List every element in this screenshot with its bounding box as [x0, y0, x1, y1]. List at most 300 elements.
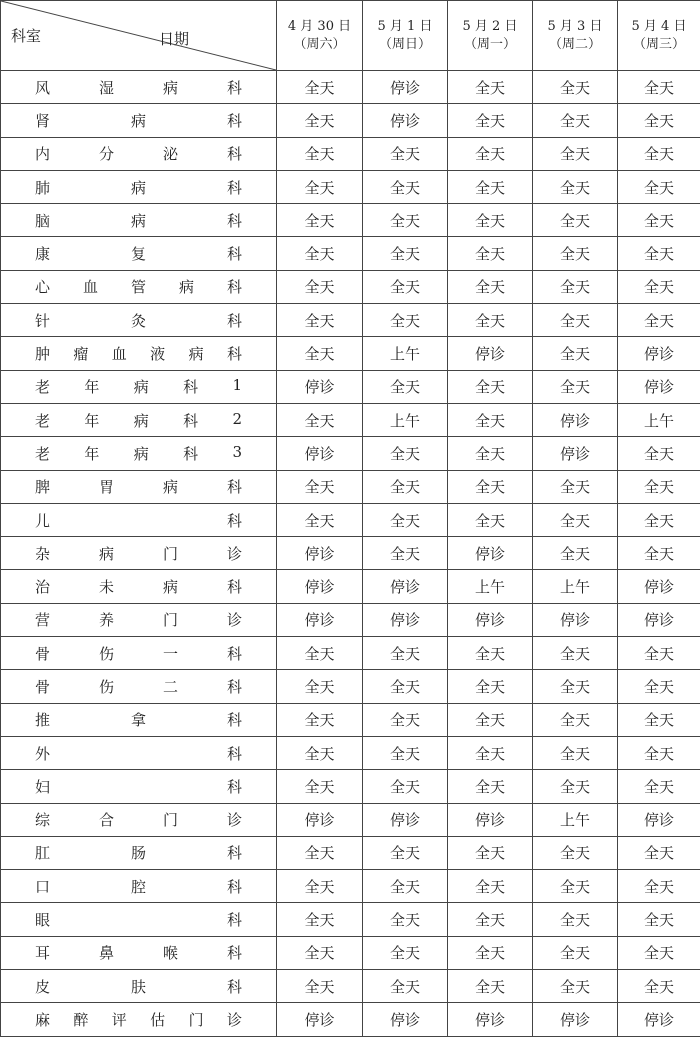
schedule-cell: 停诊 [277, 570, 363, 603]
department-name-char: 分 [98, 145, 114, 164]
department-name-char: 3 [232, 442, 242, 461]
schedule-cell: 停诊 [448, 803, 533, 836]
department-name-char: 门 [162, 811, 178, 830]
schedule-cell: 全天 [533, 71, 618, 104]
schedule-cell: 停诊 [533, 403, 618, 436]
table-row [1, 437, 700, 470]
header-weekday: （周三） [632, 36, 685, 52]
schedule-cell: 全天 [618, 470, 700, 503]
schedule-cell: 全天 [618, 637, 700, 670]
schedule-cell: 全天 [277, 970, 363, 1003]
department-cell [1, 71, 277, 104]
schedule-cell: 停诊 [363, 803, 448, 836]
department-name [1, 210, 276, 231]
department-name-char: 科 [226, 578, 242, 597]
schedule-cell: 全天 [448, 703, 533, 736]
schedule-cell: 全天 [533, 104, 618, 137]
schedule-cell: 全天 [533, 370, 618, 403]
header-day-1 [363, 1, 448, 71]
schedule-cell: 全天 [448, 437, 533, 470]
diagonal-divider [1, 1, 276, 70]
department-name-char: 病 [178, 278, 194, 297]
table-row [1, 403, 700, 436]
department-name [1, 842, 276, 863]
schedule-cell: 全天 [533, 936, 618, 969]
schedule-cell: 全天 [618, 71, 700, 104]
table-row [1, 903, 700, 936]
department-name-char: 科 [226, 78, 242, 97]
department-name-char: 病 [130, 178, 146, 197]
department-name-char: 复 [130, 245, 146, 264]
schedule-cell: 全天 [533, 870, 618, 903]
schedule-cell: 全天 [533, 170, 618, 203]
header-weekday: （周一） [463, 36, 516, 52]
schedule-cell: 全天 [448, 403, 533, 436]
table-row [1, 736, 700, 769]
department-name-char: 血 [82, 278, 98, 297]
schedule-cell: 全天 [363, 703, 448, 736]
department-name-char: 脑 [35, 211, 51, 230]
department-name-char: 液 [150, 345, 166, 364]
department-name-char: 诊 [226, 611, 242, 630]
department-name-char: 杂 [35, 544, 51, 563]
schedule-cell: 全天 [448, 903, 533, 936]
department-name-char: 科 [226, 478, 242, 497]
schedule-cell: 全天 [533, 337, 618, 370]
schedule-cell: 全天 [363, 970, 448, 1003]
schedule-cell: 停诊 [363, 71, 448, 104]
table-row [1, 637, 700, 670]
department-name-char: 推 [35, 711, 51, 730]
department-name-char: 科 [226, 245, 242, 264]
schedule-cell: 停诊 [363, 570, 448, 603]
department-name-char: 内 [35, 145, 51, 164]
department-name-char: 2 [232, 409, 242, 428]
table-row [1, 537, 700, 570]
schedule-cell: 全天 [448, 304, 533, 337]
department-cell [1, 770, 277, 803]
department-cell [1, 836, 277, 869]
schedule-cell: 全天 [448, 370, 533, 403]
schedule-cell: 全天 [363, 936, 448, 969]
department-name-char: 科 [226, 711, 242, 730]
table-row [1, 237, 700, 270]
department-name [1, 809, 276, 830]
department-name-char: 评 [111, 1010, 127, 1029]
schedule-cell: 全天 [363, 270, 448, 303]
schedule-cell: 全天 [448, 270, 533, 303]
schedule-cell: 停诊 [533, 603, 618, 636]
schedule-cell: 全天 [277, 637, 363, 670]
department-name [1, 709, 276, 730]
schedule-cell: 全天 [448, 870, 533, 903]
header-weekday: （周日） [378, 36, 431, 52]
department-name-char: 科 [226, 145, 242, 164]
department-cell [1, 703, 277, 736]
schedule-cell: 停诊 [277, 437, 363, 470]
header-corner-cell [1, 1, 277, 71]
department-cell [1, 137, 277, 170]
schedule-cell: 上午 [618, 403, 700, 436]
department-name [1, 376, 276, 397]
schedule-cell: 上午 [363, 337, 448, 370]
table-row [1, 337, 700, 370]
schedule-cell: 全天 [363, 204, 448, 237]
department-name-char: 门 [162, 544, 178, 563]
department-name-char: 外 [35, 744, 51, 763]
department-name-char: 肛 [35, 844, 51, 863]
schedule-cell: 全天 [363, 836, 448, 869]
schedule-cell: 全天 [277, 936, 363, 969]
schedule-cell: 全天 [618, 437, 700, 470]
department-name-char: 病 [162, 478, 178, 497]
department-name [1, 110, 276, 131]
schedule-cell: 停诊 [533, 437, 618, 470]
department-name-char: 风 [35, 78, 51, 97]
department-cell [1, 936, 277, 969]
schedule-cell: 全天 [277, 836, 363, 869]
department-name-char: 老 [35, 378, 51, 397]
department-name-char: 病 [133, 378, 149, 397]
department-name-char: 胃 [98, 478, 114, 497]
department-name-char: 脾 [35, 478, 51, 497]
department-cell [1, 170, 277, 203]
department-name-char: 肾 [35, 111, 51, 130]
schedule-cell: 全天 [277, 204, 363, 237]
department-cell [1, 736, 277, 769]
schedule-cell: 全天 [363, 237, 448, 270]
department-cell [1, 304, 277, 337]
department-name-char: 伤 [98, 644, 114, 663]
department-name [1, 909, 276, 930]
header-day-0 [277, 1, 363, 71]
schedule-cell: 全天 [277, 470, 363, 503]
department-name-char: 科 [226, 877, 242, 896]
table-row [1, 703, 700, 736]
table-row [1, 936, 700, 969]
schedule-cell: 全天 [277, 337, 363, 370]
department-name [1, 576, 276, 597]
department-name-char: 老 [35, 411, 51, 430]
schedule-cell: 全天 [277, 104, 363, 137]
schedule-cell: 全天 [448, 137, 533, 170]
department-cell [1, 403, 277, 436]
schedule-cell: 停诊 [448, 337, 533, 370]
schedule-cell: 停诊 [277, 603, 363, 636]
department-name-char: 瘤 [73, 345, 89, 364]
schedule-cell: 全天 [277, 170, 363, 203]
schedule-cell: 全天 [533, 270, 618, 303]
department-name-char: 科 [226, 644, 242, 663]
department-name [1, 410, 276, 431]
schedule-cell: 全天 [618, 170, 700, 203]
schedule-cell: 停诊 [363, 1003, 448, 1036]
table-row [1, 570, 700, 603]
schedule-cell: 全天 [533, 204, 618, 237]
header-date: 5 月 2 日 [462, 18, 518, 34]
department-cell [1, 570, 277, 603]
department-name [1, 476, 276, 497]
department-name-char: 诊 [226, 811, 242, 830]
table-row [1, 803, 700, 836]
department-name [1, 77, 276, 98]
schedule-cell: 全天 [533, 637, 618, 670]
schedule-cell: 停诊 [277, 803, 363, 836]
schedule-cell: 全天 [277, 903, 363, 936]
department-name-char: 病 [130, 111, 146, 130]
schedule-cell: 全天 [533, 237, 618, 270]
schedule-cell: 停诊 [448, 1003, 533, 1036]
schedule-cell: 上午 [533, 570, 618, 603]
department-name [1, 276, 276, 297]
department-name-char: 科 [226, 178, 242, 197]
department-name-char: 科 [226, 311, 242, 330]
department-name-char: 科 [226, 111, 242, 130]
department-name-char: 科 [226, 777, 242, 796]
department-name [1, 243, 276, 264]
header-date: 5 月 4 日 [631, 18, 687, 34]
schedule-cell: 停诊 [618, 1003, 700, 1036]
schedule-cell: 全天 [618, 537, 700, 570]
table-row [1, 370, 700, 403]
schedule-cell: 全天 [277, 304, 363, 337]
schedule-cell: 全天 [448, 204, 533, 237]
department-cell [1, 970, 277, 1003]
department-name-char: 营 [35, 611, 51, 630]
department-name-char: 年 [84, 378, 100, 397]
department-name [1, 310, 276, 331]
schedule-cell: 全天 [448, 503, 533, 536]
department-name-char: 骨 [35, 644, 51, 663]
table-row [1, 870, 700, 903]
schedule-cell: 全天 [277, 270, 363, 303]
department-name-char: 科 [226, 744, 242, 763]
department-name-char: 病 [98, 544, 114, 563]
schedule-cell: 全天 [618, 936, 700, 969]
schedule-cell: 上午 [363, 403, 448, 436]
schedule-cell: 全天 [448, 970, 533, 1003]
department-name-char: 科 [226, 511, 242, 530]
department-name [1, 776, 276, 797]
department-name-char: 病 [133, 444, 149, 463]
schedule-cell: 全天 [448, 71, 533, 104]
department-name-char: 科 [183, 378, 199, 397]
department-name-char: 科 [226, 211, 242, 230]
department-cell [1, 470, 277, 503]
schedule-cell: 全天 [533, 304, 618, 337]
department-name-char: 年 [84, 411, 100, 430]
schedule-cell: 全天 [277, 503, 363, 536]
schedule-cell: 全天 [363, 870, 448, 903]
department-cell [1, 870, 277, 903]
schedule-cell: 全天 [618, 670, 700, 703]
department-name-char: 门 [188, 1010, 204, 1029]
department-name [1, 143, 276, 164]
department-name-char: 科 [226, 677, 242, 696]
department-name [1, 510, 276, 531]
department-name-char: 病 [133, 411, 149, 430]
department-name-char: 科 [226, 977, 242, 996]
schedule-cell: 停诊 [363, 603, 448, 636]
schedule-cell: 全天 [533, 970, 618, 1003]
department-name-char: 泌 [162, 145, 178, 164]
table-row [1, 137, 700, 170]
table-row [1, 270, 700, 303]
schedule-cell: 全天 [277, 237, 363, 270]
department-name [1, 876, 276, 897]
schedule-cell: 全天 [618, 137, 700, 170]
schedule-cell: 全天 [363, 537, 448, 570]
schedule-cell: 全天 [618, 836, 700, 869]
department-name [1, 443, 276, 464]
department-name-char: 血 [111, 345, 127, 364]
schedule-cell: 全天 [618, 270, 700, 303]
schedule-cell: 全天 [277, 770, 363, 803]
schedule-cell: 全天 [618, 903, 700, 936]
schedule-cell: 全天 [533, 137, 618, 170]
department-name-char: 养 [98, 611, 114, 630]
schedule-cell: 全天 [363, 370, 448, 403]
schedule-cell: 全天 [448, 104, 533, 137]
department-name [1, 976, 276, 997]
department-name-char: 病 [188, 345, 204, 364]
department-name-char: 病 [162, 78, 178, 97]
schedule-cell: 全天 [618, 870, 700, 903]
schedule-cell: 停诊 [448, 537, 533, 570]
department-name-char: 拿 [130, 711, 146, 730]
department-name [1, 609, 276, 630]
department-cell [1, 537, 277, 570]
table-row [1, 304, 700, 337]
table-row [1, 170, 700, 203]
department-name [1, 676, 276, 697]
schedule-cell: 上午 [448, 570, 533, 603]
schedule-cell: 停诊 [277, 1003, 363, 1036]
schedule-cell: 全天 [363, 670, 448, 703]
table-row [1, 503, 700, 536]
schedule-cell: 全天 [277, 736, 363, 769]
department-name-char: 耳 [35, 944, 51, 963]
schedule-cell: 全天 [363, 770, 448, 803]
department-name-char: 门 [162, 611, 178, 630]
department-name-char: 病 [162, 578, 178, 597]
schedule-cell: 全天 [363, 470, 448, 503]
schedule-cell: 全天 [277, 71, 363, 104]
schedule-cell: 全天 [277, 703, 363, 736]
department-name-char: 科 [183, 411, 199, 430]
schedule-cell: 停诊 [277, 537, 363, 570]
department-cell [1, 903, 277, 936]
schedule-cell: 全天 [363, 903, 448, 936]
schedule-cell: 全天 [363, 170, 448, 203]
header-date: 5 月 3 日 [547, 18, 603, 34]
department-name-char: 科 [226, 278, 242, 297]
table-row [1, 670, 700, 703]
header-date: 5 月 1 日 [377, 18, 433, 34]
department-name-char: 一 [162, 644, 178, 663]
header-row [1, 1, 700, 71]
department-name-char: 喉 [162, 944, 178, 963]
table-row [1, 71, 700, 104]
department-name-char: 科 [226, 345, 242, 364]
department-name [1, 543, 276, 564]
department-name-char: 肠 [130, 844, 146, 863]
schedule-cell: 全天 [533, 836, 618, 869]
schedule-cell: 停诊 [618, 570, 700, 603]
table-row [1, 603, 700, 636]
department-name-char: 醉 [73, 1010, 89, 1029]
department-name-char: 肤 [130, 977, 146, 996]
department-name-char: 灸 [130, 311, 146, 330]
department-name-char: 针 [35, 311, 51, 330]
schedule-cell: 停诊 [277, 370, 363, 403]
department-cell [1, 637, 277, 670]
department-name-char: 肺 [35, 178, 51, 197]
department-name-char: 口 [35, 877, 51, 896]
schedule-cell: 停诊 [618, 370, 700, 403]
department-name-char: 妇 [35, 777, 51, 796]
department-cell [1, 204, 277, 237]
schedule-cell: 全天 [448, 470, 533, 503]
department-name-char: 病 [130, 211, 146, 230]
department-name-char: 康 [35, 245, 51, 264]
schedule-cell: 全天 [618, 304, 700, 337]
department-cell [1, 337, 277, 370]
schedule-cell: 全天 [277, 403, 363, 436]
schedule-cell: 全天 [533, 770, 618, 803]
department-name-char: 治 [35, 578, 51, 597]
header-day-2 [448, 1, 533, 71]
schedule-cell: 全天 [448, 736, 533, 769]
schedule-cell: 全天 [533, 703, 618, 736]
department-name-char: 老 [35, 444, 51, 463]
schedule-cell: 全天 [448, 170, 533, 203]
schedule-cell: 全天 [618, 503, 700, 536]
schedule-cell: 全天 [533, 670, 618, 703]
department-name-char: 腔 [130, 877, 146, 896]
schedule-cell: 全天 [448, 770, 533, 803]
schedule-cell: 全天 [533, 470, 618, 503]
department-name [1, 343, 276, 364]
department-cell [1, 104, 277, 137]
table-row [1, 204, 700, 237]
department-cell [1, 503, 277, 536]
schedule-cell: 停诊 [448, 603, 533, 636]
schedule-cell: 停诊 [618, 337, 700, 370]
table-row [1, 970, 700, 1003]
department-name-char: 诊 [226, 544, 242, 563]
schedule-cell: 全天 [363, 736, 448, 769]
department-name-char: 未 [98, 578, 114, 597]
department-name-char: 鼻 [98, 944, 114, 963]
schedule-cell: 上午 [533, 803, 618, 836]
department-name-char: 麻 [35, 1010, 51, 1029]
department-name [1, 1009, 276, 1030]
department-name-char: 二 [162, 677, 178, 696]
schedule-cell: 全天 [448, 936, 533, 969]
schedule-cell: 全天 [618, 204, 700, 237]
schedule-cell: 全天 [363, 503, 448, 536]
department-name-char: 1 [232, 376, 242, 395]
schedule-cell: 全天 [448, 670, 533, 703]
schedule-cell: 全天 [618, 237, 700, 270]
schedule-cell: 全天 [533, 903, 618, 936]
schedule-cell: 全天 [533, 537, 618, 570]
header-weekday: （周六） [293, 36, 346, 52]
schedule-cell: 停诊 [618, 803, 700, 836]
schedule-cell: 全天 [618, 770, 700, 803]
schedule-cell: 全天 [533, 736, 618, 769]
